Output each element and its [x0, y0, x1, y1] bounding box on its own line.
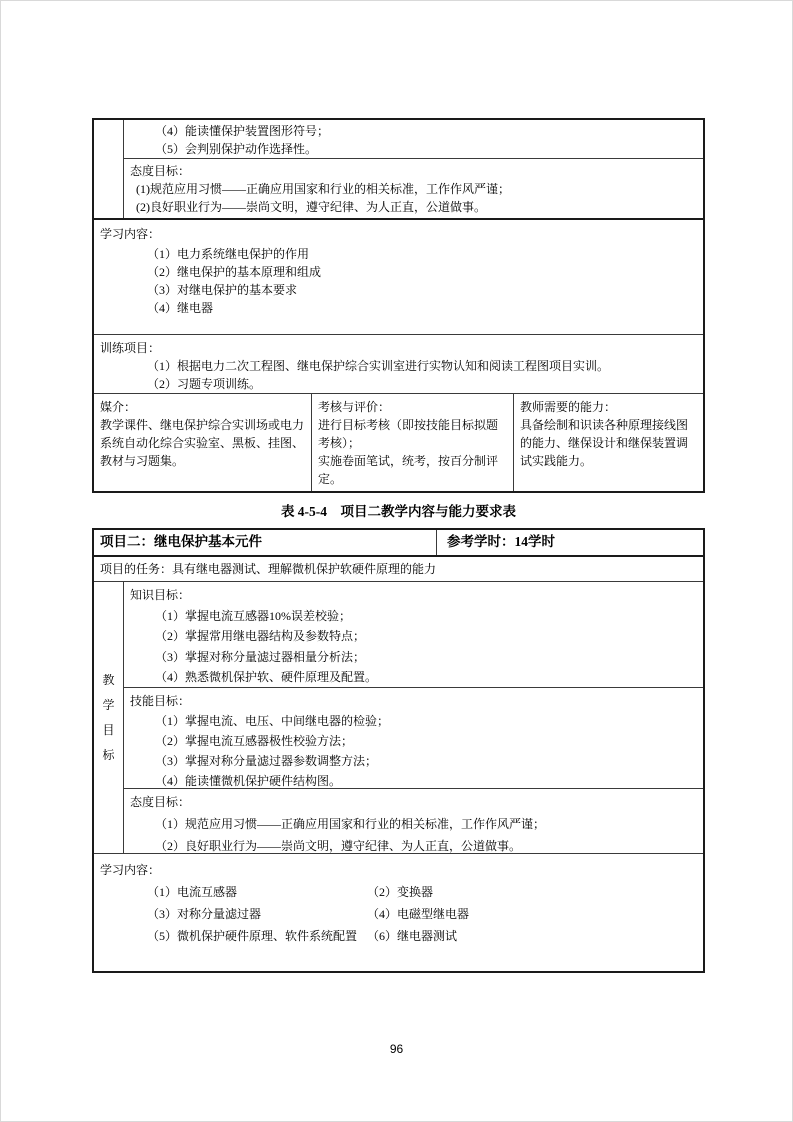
vertical-char: 目: [102, 722, 115, 737]
media-text: 教学课件、继电保护综合实训场或电力系统自动化综合实验室、黑板、挂图、教材与习题集。: [100, 418, 305, 468]
learning-item-pair: [94, 881, 703, 903]
attitude-goals-label: 态度目标：: [130, 795, 191, 809]
attitude-goals-label: 态度目标：: [130, 164, 191, 178]
table-header-row: [94, 530, 703, 557]
learning-content-label: 学习内容：: [100, 863, 161, 877]
assessment-text: 进行目标考核（即按技能目标拟题考核）；: [318, 418, 499, 450]
table-project1-continued: [92, 118, 705, 493]
learning-item: （4）继电器: [147, 301, 214, 315]
learning-item: （4）电磁型继电器: [367, 907, 470, 921]
training-item: （2）习题专项训练。: [147, 377, 262, 391]
project-task-cell: 项目的任务：具有继电器测试、理解微机保护软硬件原理的能力: [94, 557, 703, 582]
assessment-cell: [312, 394, 514, 491]
teacher-ability-cell: [514, 394, 703, 491]
goal-item: （4）熟悉微机保护软、硬件原理及配置。: [155, 670, 378, 684]
knowledge-goals-continued-cell: [124, 120, 703, 159]
attitude-goals-cell: [124, 789, 703, 857]
learning-content-label: 学习内容：: [100, 227, 161, 241]
knowledge-goals-label: 知识目标：: [130, 588, 191, 602]
vertical-char: 学: [102, 697, 115, 712]
learning-item: （5）微机保护硬件原理、软件系统配置: [147, 929, 358, 943]
learning-item-pair: [94, 903, 703, 925]
goal-item: （4）能读懂保护装置图形符号；: [155, 124, 330, 138]
vertical-char: 标: [102, 747, 115, 762]
learning-item: （3）对继电保护的基本要求: [147, 283, 298, 297]
teacher-ability-label: 教师需要的能力：: [520, 400, 617, 414]
goal-item: (1)规范应用习惯——正确应用国家和行业的相关标准，工作作风严谨；: [136, 182, 510, 196]
learning-item: （2）继电保护的基本原理和组成: [147, 265, 322, 279]
goal-item: （3）掌握对称分量滤过器相量分析法；: [155, 649, 366, 664]
table-row: [94, 120, 703, 220]
teaching-goals-vertical-label: [94, 582, 124, 853]
learning-content-cell: [94, 220, 703, 335]
spanner-empty-cell: [94, 120, 124, 218]
training-item: （1）根据电力二次工程图、继电保护综合实训室进行实物认知和阅读工程图项目实训。: [147, 359, 610, 373]
media-label: 媒介：: [100, 400, 137, 414]
learning-item: （6）继电器测试: [367, 929, 458, 943]
table-row: [94, 394, 703, 491]
goal-item: （2）掌握常用继电器结构及参数特点；: [155, 629, 366, 643]
project-title-cell: 项目二：继电保护基本元件: [94, 530, 437, 555]
skill-goals-cell: [124, 688, 703, 789]
learning-item: （3）对称分量滤过器: [147, 907, 262, 921]
goal-item: （2）掌握电流互感器极性校验方法；: [155, 734, 354, 748]
teaching-goals-row: [94, 582, 703, 854]
goal-item: (2)良好职业行为——崇尚文明，遵守纪律、为人正直，公道做事。: [136, 200, 486, 214]
learning-item-pair: [94, 925, 703, 947]
knowledge-goals-cell: [124, 582, 703, 688]
teacher-ability-text: 具备绘制和识读各种原理接线图的能力、继保设计和继保装置调试实践能力。: [520, 418, 689, 468]
goal-item: （3）掌握对称分量滤过器参数调整方法；: [155, 754, 378, 768]
attitude-goals-cell: [124, 159, 703, 216]
skill-goals-label: 技能目标：: [130, 694, 191, 708]
goal-item: （2）良好职业行为——崇尚文明，遵守纪律、为人正直，公道做事。: [155, 839, 522, 853]
goal-item: （5）会判别保护动作选择性。: [155, 142, 318, 156]
goal-item: （1）规范应用习惯——正确应用国家和行业的相关标准，工作作风严谨；: [155, 817, 546, 831]
media-cell: [94, 394, 312, 491]
page-number: 96: [389, 1042, 404, 1056]
goal-item: （4）能读懂微机保护硬件结构图。: [155, 774, 342, 788]
learning-item: （1）电力系统继电保护的作用: [147, 247, 310, 261]
reference-hours-cell: 参考学时：14学时: [447, 534, 555, 549]
training-projects-cell: [94, 335, 703, 394]
training-projects-label: 训练项目：: [100, 341, 161, 355]
goal-item: （1）掌握电流互感器10%误差校验；: [155, 608, 351, 623]
table-project2: [92, 528, 705, 973]
goal-item: （1）掌握电流、电压、中间继电器的检验；: [155, 714, 390, 728]
assessment-text: 实施卷面笔试，统考，按百分制评定。: [318, 454, 499, 486]
vertical-char: 教: [102, 672, 115, 687]
assessment-label: 考核与评价：: [318, 400, 391, 414]
learning-item: （2）变换器: [367, 885, 434, 899]
learning-item: （1）电流互感器: [147, 885, 238, 899]
table-caption: 表 4-5-4 项目二教学内容与能力要求表: [280, 504, 517, 519]
learning-content-cell: [94, 854, 703, 971]
